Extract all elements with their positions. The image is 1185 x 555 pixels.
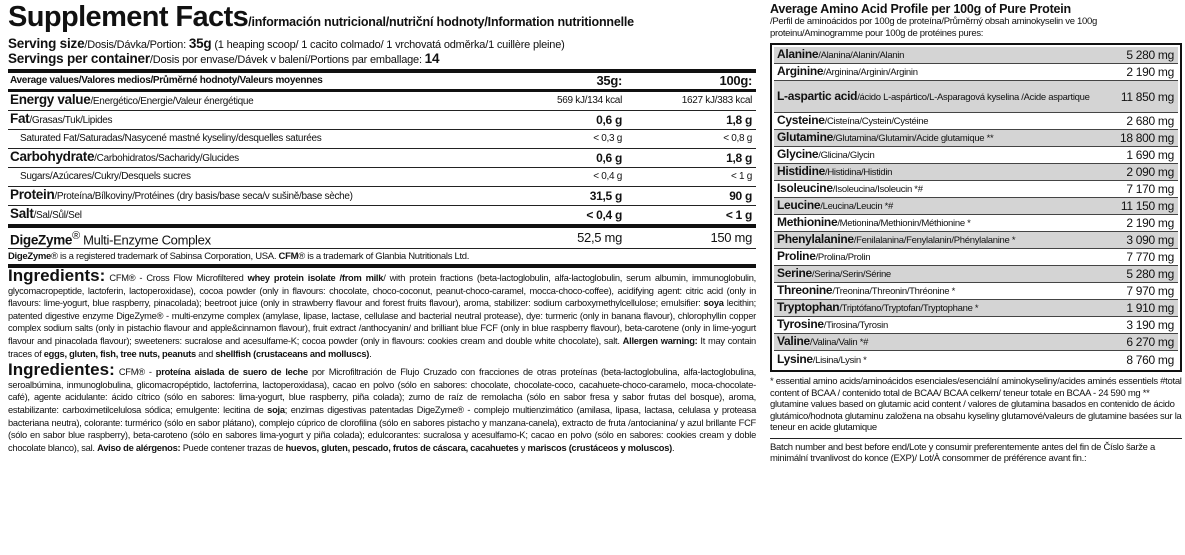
amino-acid-name [777, 199, 893, 213]
amino-acid-english-name: Alanine [777, 47, 819, 61]
energy-per-serving: 569 kJ/134 kcal [498, 91, 630, 111]
amino-acid-name [777, 90, 1090, 104]
ingredientes-bold: proteína aislada de suero de leche [155, 367, 308, 378]
amino-acid-row [774, 266, 1178, 283]
alergenos-list: mariscos (crustáceos y moluscos) [527, 442, 672, 453]
amino-acid-row [774, 147, 1178, 164]
servings-value: 14 [424, 51, 440, 66]
amino-acid-panel [770, 2, 1182, 465]
amino-acid-english-name: Glutamine [777, 130, 833, 144]
amino-acid-english-name: Tyrosine [777, 317, 824, 331]
ingredients-english [8, 266, 757, 360]
amino-acid-row [774, 351, 1178, 368]
amino-acid-translations: /ácido L-aspártico/L-Asparagová kyselina /Acide aspartique [857, 91, 1090, 103]
protein-name: Protein [10, 187, 55, 202]
carbohydrate-name: Carbohydrate [10, 149, 95, 164]
amino-acid-name [777, 216, 971, 230]
supplement-facts-title [8, 2, 756, 37]
amino-acid-value: 2 190 mg [1126, 65, 1174, 79]
amino-acid-translations: /Glutamina/Glutamin/Acide glutamique ** [832, 133, 994, 144]
amino-acid-value: 6 270 mg [1126, 335, 1174, 349]
servings-label: Servings per container [8, 51, 150, 66]
amino-acid-value: 7 970 mg [1126, 284, 1174, 298]
amino-acid-value: 1 690 mg [1126, 148, 1174, 162]
carbohydrate-per-serving: 0,6 g [498, 149, 630, 168]
digezyme-per-serving: 52,5 mg [498, 226, 630, 249]
fat-name: Fat [10, 111, 30, 126]
amino-acid-row [774, 215, 1178, 232]
amino-acid-translations: /Histidina/Histidin [824, 167, 893, 178]
amino-acid-translations: /Alanina/Alanin/Alanin [818, 50, 905, 61]
fat-per-100g: 1,8 g [630, 111, 756, 130]
allergen-list: shellfish (crustaceans and molluscs) [215, 348, 370, 359]
digezyme-description: Multi-Enzyme Complex [79, 232, 211, 248]
amino-acid-translations: /Leucina/Leucin *# [820, 201, 894, 212]
ingredients-text: / with protein fractions (beta-lactoglobulin, alfa-lactoglobulin, serum albumin, immunoglobulin, glycomacropeptide, lactoferin, lactoperoxidase), cocoa powder (only in flavours: chocolate, choco-coconut, peanut-choco-caramel, mocca-choco-coffee), acidifying agent: citric acid (only in flavours: lime-yogurt, blue raspberry, pinacolada); beetroot juice (only in strawberry flavour and forest fruits flavour), aroma, stabilizer: sodium carboxymethylcellulose; emulsifier: [8, 273, 757, 309]
sugars-per-100g: < 1 g [630, 168, 756, 187]
amino-acid-name [777, 165, 892, 179]
ingredientes-text: y [518, 442, 528, 453]
allergen-warning-label: Allergen warning: [622, 335, 698, 346]
amino-acid-value: 11 850 mg [1120, 89, 1174, 104]
fat-row [8, 111, 756, 130]
tm-cfm: CFM [278, 251, 299, 262]
amino-acid-row [774, 47, 1178, 64]
amino-acid-name [777, 335, 868, 349]
title-main: Supplement Facts [8, 1, 249, 33]
energy-translations: /Energético/Energie/Valeur énergétique [90, 96, 254, 107]
protein-row [8, 187, 756, 206]
carbohydrate-row [8, 149, 756, 168]
alergenos-list: huevos, gluten, pescado, frutos de cáscara, cacahuetes [285, 442, 519, 453]
ingredientes-text: ; enzimas digestivas patentadas DigeZyme® - complejo multienzimático (amilasa, lipasa, lactasa, celulasa y proteasa bacteriana neutra), colorante: turmérico (sólo en sabor plátano), complejo cúprico de clorofilina (sólo en sabores pistacho y manzana-canela), extracto de fruta /antocianina/ y azul brillante FCF (sólo en sabor blue raspberry), beta-caroteno (sólo en sabores lima-yogurt y piña colada); edulcorantes: sucralosa y acesulfamo-K; cacao en polvo (sólo en sabores: cookies cream y doble chocolate blanco), sal. [8, 404, 756, 453]
sugars-per-serving: < 0,4 g [498, 168, 630, 187]
ingredients-heading: Ingredients: [8, 266, 106, 285]
amino-acid-translations: /Treonina/Threonin/Thréonine * [832, 286, 955, 297]
amino-acid-name [777, 353, 867, 367]
servings-translations: /Dosis por envase/Dávek v balení/Portions par emballage: [149, 54, 425, 66]
amino-acid-name [777, 148, 874, 162]
fat-translations: /Grasas/Tuk/Lipides [29, 115, 113, 126]
amino-acid-value: 2 680 mg [1126, 114, 1174, 128]
amino-acid-name [777, 182, 923, 196]
amino-acid-row [774, 232, 1178, 249]
ingredientes-heading: Ingredientes: [8, 360, 115, 380]
amino-acid-english-name: Methionine [777, 215, 838, 229]
trademark-note [8, 249, 756, 268]
amino-acid-value: 2 090 mg [1126, 165, 1174, 179]
registered-mark: ® [72, 229, 80, 242]
title-translations: /información nutricional/nutriční hodnoty/Information nutritionnelle [248, 15, 634, 29]
amino-acid-english-name: Histidine [777, 164, 825, 178]
nutrition-header-row [8, 73, 756, 91]
column-100g: 100g: [630, 73, 756, 91]
amino-acid-table [770, 43, 1182, 372]
amino-acid-translations: /Prolina/Prolin [815, 252, 871, 263]
amino-acid-name [777, 318, 888, 332]
tm-sabinsa: ® is a registered trademark of Sabinsa Corporation, USA. [51, 251, 279, 262]
energy-per-100g: 1627 kJ/383 kcal [630, 91, 756, 111]
carbohydrate-per-100g: 1,8 g [630, 149, 756, 168]
amino-acid-name [777, 65, 918, 79]
amino-acid-translations: /Arginina/Arginin/Arginin [823, 67, 918, 78]
amino-acid-row [774, 283, 1178, 300]
protein-per-100g: 90 g [630, 187, 756, 206]
amino-acid-translations: /Triptófano/Tryptofan/Tryptophane * [839, 303, 979, 314]
amino-acid-row [774, 64, 1178, 81]
ingredientes-text: por Microfiltración de Flujo Cruzado con fracciones de otras proteínas (beta-lactoglobulina, alfa-lactoglobulina, seroalbúmina, inmunoglobulina, glicomacropéptido, lactoferrina, lactoperoxidasa), cacao en polvo (sólo en sabores: chocolate, chocolate-coco, cacahuete-choco-caramelo, moca-chocolate-café), agente acidulante: ácido cítrico (sólo en sabores: lima-yogurt, blue raspberry, piña colada); zumo de raíz de remolacha (sólo en sabor fresa y sabor frutas del bosque), aroma, estabilizante: carboximetilcelulosa sódica; emulgente: lecitina de [8, 367, 757, 415]
digezyme-per-100g: 150 mg [630, 226, 756, 249]
serving-size-value: 35g [188, 36, 212, 51]
amino-acid-translations: /Serina/Serin/Sérine [811, 269, 891, 280]
amino-acid-row [774, 300, 1178, 317]
servings-per-container [8, 52, 756, 67]
amino-acid-value: 3 190 mg [1126, 318, 1174, 332]
amino-acid-translations: /Metionina/Methionin/Méthionine * [837, 218, 971, 229]
amino-acid-row [774, 249, 1178, 266]
fat-per-serving: 0,6 g [498, 111, 630, 130]
amino-acid-name [777, 114, 928, 128]
amino-acid-translations: /Fenilalanina/Fenylalanin/Phénylalanine * [853, 235, 1016, 246]
amino-acid-english-name: Glycine [777, 147, 819, 161]
amino-acid-row [774, 317, 1178, 334]
amino-acid-value: 2 190 mg [1126, 216, 1174, 230]
amino-acid-row [774, 334, 1178, 351]
amino-acid-name [777, 250, 870, 264]
serving-size-translations: /Dosis/Dávka/Portion: [84, 39, 189, 51]
amino-acid-english-name: Proline [777, 249, 816, 263]
tm-glanbia: ® is a trademark of Glanbia Nutritionals Ltd. [298, 251, 470, 262]
saturated-fat-per-100g: < 0,8 g [630, 130, 756, 149]
amino-acid-value: 11 150 mg [1120, 199, 1174, 213]
serving-size-description: (1 heaping scoop/ 1 cacito colmado/ 1 vrchovatá odměrka/1 cuillère pleine) [211, 39, 565, 51]
ingredients-text: CFM® - Cross Flow Microfiltered [105, 273, 248, 283]
amino-acid-value: 18 800 mg [1119, 131, 1174, 145]
amino-acid-english-name: Tryptophan [777, 300, 840, 314]
amino-acid-name [777, 48, 904, 62]
batch-number-note: Batch number and best before end/Lote y consumir preferentemente antes del fin de Číslo šarže a minimální trvanlivost do konce (EXP)/ Lot/À consommer de préférence avant fin.: [770, 441, 1155, 464]
protein-translations: /Proteína/Bílkoviny/Protéines (dry basis/base seca/v sušině/base sèche) [54, 191, 353, 202]
amino-acid-value: 7 770 mg [1126, 250, 1174, 264]
amino-acid-value: 1 910 mg [1126, 301, 1174, 315]
salt-per-100g: < 1 g [630, 206, 756, 227]
amino-acid-value: 5 280 mg [1126, 267, 1174, 281]
energy-row [8, 91, 756, 111]
amino-acid-english-name: Lysine [777, 351, 813, 366]
amino-acid-subtitle: /Perfil de aminoácidos por 100g de proteína/Průměrný obsah aminokyselin ve 100g proteinu/Aminogramme pour 100g de protéines pures: [770, 16, 1097, 39]
salt-translations: /Sal/Sůl/Sel [33, 210, 82, 221]
amino-acid-value: 8 760 mg [1126, 352, 1174, 367]
ingredients-text: lecithin; patented digestive enzyme DigeZyme® - multi-enzyme complex (amylase, lipase, lactase, cellulase and bacterial neutral protease), dye: turmeric (only in banana flavour), chlorophyllin copper complex sodium salts (only in pistachio flavour and apple&cinnamon flavour), fruit extract /anthocyanin/ and brilliant blue FCF (only in blue raspberry flavour), beta-carotene (only in lime-yogurt flavour and pinacolada flavour); sweeteners: sucralose and acesulfame-K; cocoa powder (only in flavours: cookies cream and double white chocolate), salt. [8, 298, 756, 346]
amino-acid-row [774, 81, 1178, 113]
amino-acid-row [774, 198, 1178, 215]
amino-acid-name [777, 301, 978, 315]
salt-name: Salt [10, 206, 34, 221]
amino-acid-english-name: Threonine [777, 283, 833, 297]
ingredientes-text: . [671, 442, 675, 453]
carbohydrate-translations: /Carbohidratos/Sacharidy/Glucides [94, 153, 239, 164]
serving-size-label: Serving size [8, 36, 85, 51]
amino-acid-translations: /Cisteína/Cystein/Cystéine [824, 116, 929, 127]
amino-acid-name [777, 131, 993, 145]
amino-acid-row [774, 164, 1178, 181]
amino-acid-translations: /Glicina/Glycin [818, 150, 875, 161]
amino-acid-value: 5 280 mg [1126, 48, 1174, 62]
ingredients-text: and [195, 348, 216, 359]
nutrition-table [8, 73, 756, 249]
amino-acid-english-name: Serine [777, 266, 812, 280]
amino-acid-title: Average Amino Acid Profile per 100g of Pure Protein [770, 2, 1071, 16]
energy-name: Energy value [10, 92, 91, 107]
allergen-list: eggs, gluten, fish, tree nuts, peanuts [43, 348, 196, 359]
amino-acid-english-name: Valine [777, 334, 810, 348]
amino-acid-english-name: Cysteine [777, 113, 825, 127]
supplement-facts-panel [8, 2, 756, 454]
amino-acid-name [777, 284, 955, 298]
ingredientes-bold: soja [267, 404, 285, 415]
ingredients-bold: soya [703, 298, 724, 309]
saturated-fat-per-serving: < 0,3 g [498, 130, 630, 149]
salt-row [8, 206, 756, 227]
amino-acid-english-name: Isoleucine [777, 181, 833, 195]
amino-acid-translations: /Isoleucina/Isoleucin *# [832, 184, 923, 195]
salt-per-serving: < 0,4 g [498, 206, 630, 227]
amino-acid-row [774, 130, 1178, 147]
ingredientes-text: CFM® - [114, 367, 156, 378]
aviso-alergenos-label: Aviso de alérgenos: [97, 442, 181, 453]
amino-acid-row [774, 181, 1178, 198]
ingredientes-text: Puede contener trazas de [180, 442, 286, 453]
amino-acid-notes: * essential amino acids/aminoácidos esenciales/esenciální aminokyseliny/acides aminés essentiels #total content of BCAA / contenido total de BCAA/ BCAA celkem/ teneur totale en BCAA - 24 590 mg ** glutamine values based on glutamic acid content / valores de glutamina basados en contenido de ácido glutámico/hodnota glutaminu založena na obsahu kyseliny glutamové/valeurs de glutamine basées sur la teneur en acide glutamique [770, 376, 1182, 433]
amino-acid-english-name: L-aspartic acid [777, 88, 858, 103]
amino-acid-english-name: Leucine [777, 198, 821, 212]
ingredients-bold: whey protein isolate /from milk [247, 273, 384, 283]
ingredients-text: . [369, 348, 372, 359]
protein-per-serving: 31,5 g [498, 187, 630, 206]
amino-acid-row [774, 113, 1178, 130]
amino-acid-translations: /Lisina/Lysin * [812, 354, 867, 366]
average-values-label: Average values/Valores medios/Průměrné hodnoty/Valeurs moyennes [8, 73, 498, 91]
ingredients-text: It may contain traces of [8, 335, 756, 359]
digezyme-name: DigeZyme [10, 232, 73, 248]
amino-acid-english-name: Phenylalanine [777, 232, 854, 246]
divider [770, 438, 1182, 439]
amino-acid-translations: /Tirosina/Tyrosin [823, 320, 888, 331]
digezyme-row [8, 226, 756, 249]
amino-acid-translations: /Valina/Valin *# [809, 337, 869, 348]
column-35g: 35g: [498, 73, 630, 91]
tm-digezyme: DigeZyme [8, 251, 52, 262]
serving-size [8, 37, 756, 52]
amino-acid-name [777, 267, 891, 281]
amino-acid-english-name: Arginine [777, 64, 824, 78]
sugars-name: Sugars/Azúcares/Cukry/Desquels sucres [8, 168, 498, 187]
saturated-fat-row [8, 130, 756, 149]
amino-acid-value: 3 090 mg [1126, 233, 1174, 247]
amino-acid-value: 7 170 mg [1126, 182, 1174, 196]
sugars-row [8, 168, 756, 187]
amino-acid-name [777, 233, 1015, 247]
ingredients-spanish [8, 360, 757, 454]
saturated-fat-name: Saturated Fat/Saturadas/Nasycené mastné kyseliny/desquelles saturées [8, 130, 498, 149]
